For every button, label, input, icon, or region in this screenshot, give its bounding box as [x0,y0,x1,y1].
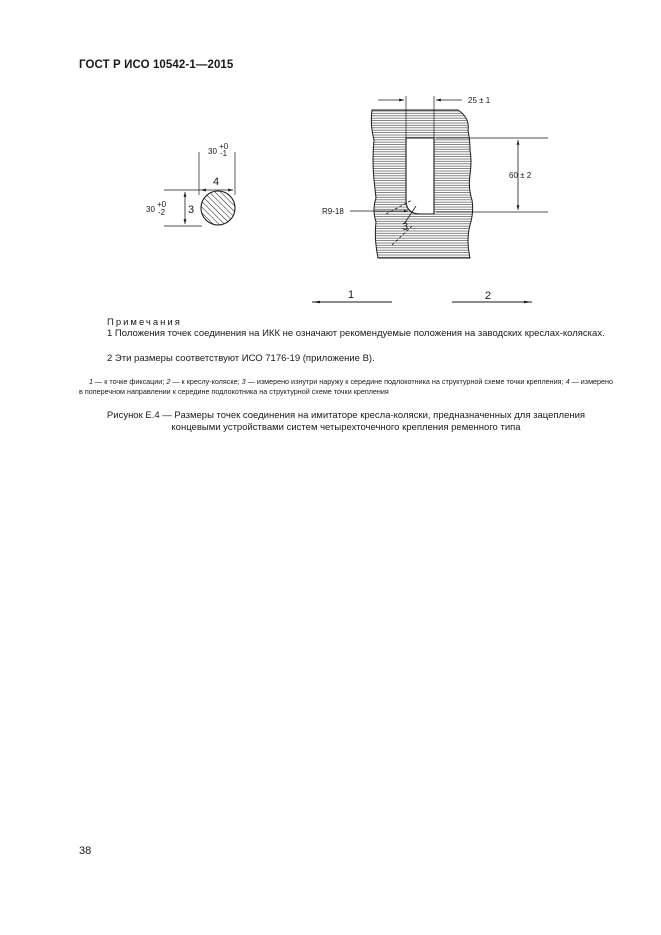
armrest-slot-section [322,96,548,258]
legend-key-3: 3 [241,377,246,386]
slot-label-3: 3 [402,221,409,233]
page-number: 38 [79,845,92,857]
arrow-label-1: 1 [348,289,355,301]
width-nominal: 30 [208,147,217,156]
legend-key-1: 1 [89,377,93,386]
document-header: ГОСТ Р ИСО 10542-1—2015 [79,59,234,71]
round-bar-section [146,142,235,226]
notes-title: Примечания [107,317,182,328]
arrow-label-2: 2 [485,290,492,302]
round-label-3: 3 [188,204,195,216]
round-bar-circle [201,191,235,225]
figure-caption [79,410,613,434]
height-tol-lower: -2 [158,208,166,217]
caption-line-2: концевыми устройствами систем четырехточечного крепления ременного типа [171,422,521,433]
height-nominal: 30 [146,205,155,214]
legend-key-4: 4 [565,377,570,386]
figure-legend: 1 — к точке фиксации; 2 — к креслу-коляске; 3 — измерено изнутри наружу к середине подлокотника на структурной схеме точки крепления; 4 — измерено в поперечном направлении к середине подлокотника на структурной схеме точки крепления [79,377,614,396]
direction-arrows [312,289,532,302]
width-tol-upper: +0 [219,142,229,151]
note-1: 1 Положения точек соединения на ИКК не означают рекомендуемые положения на заводских креслах-колясках. [107,328,605,339]
note-2: 2 Эти размеры соответствуют ИСО 7176-19 (приложение В). [107,353,375,364]
slot-opening [406,138,434,214]
height-tol-upper: +0 [157,200,167,209]
caption-line-1: Рисунок Е.4 — Размеры точек соединения на имитаторе кресла-коляски, предназначенных для зацепления [106,410,586,421]
legend-key-2: 2 [166,377,171,386]
slot-width-dim: 25 ± 1 [468,96,491,105]
width-tol-lower: -1 [220,149,228,158]
round-label-4: 4 [213,176,220,188]
radius-label: R9-18 [322,207,344,216]
slot-height-dim: 60 ± 2 [509,171,532,180]
figure-e4 [0,0,661,330]
